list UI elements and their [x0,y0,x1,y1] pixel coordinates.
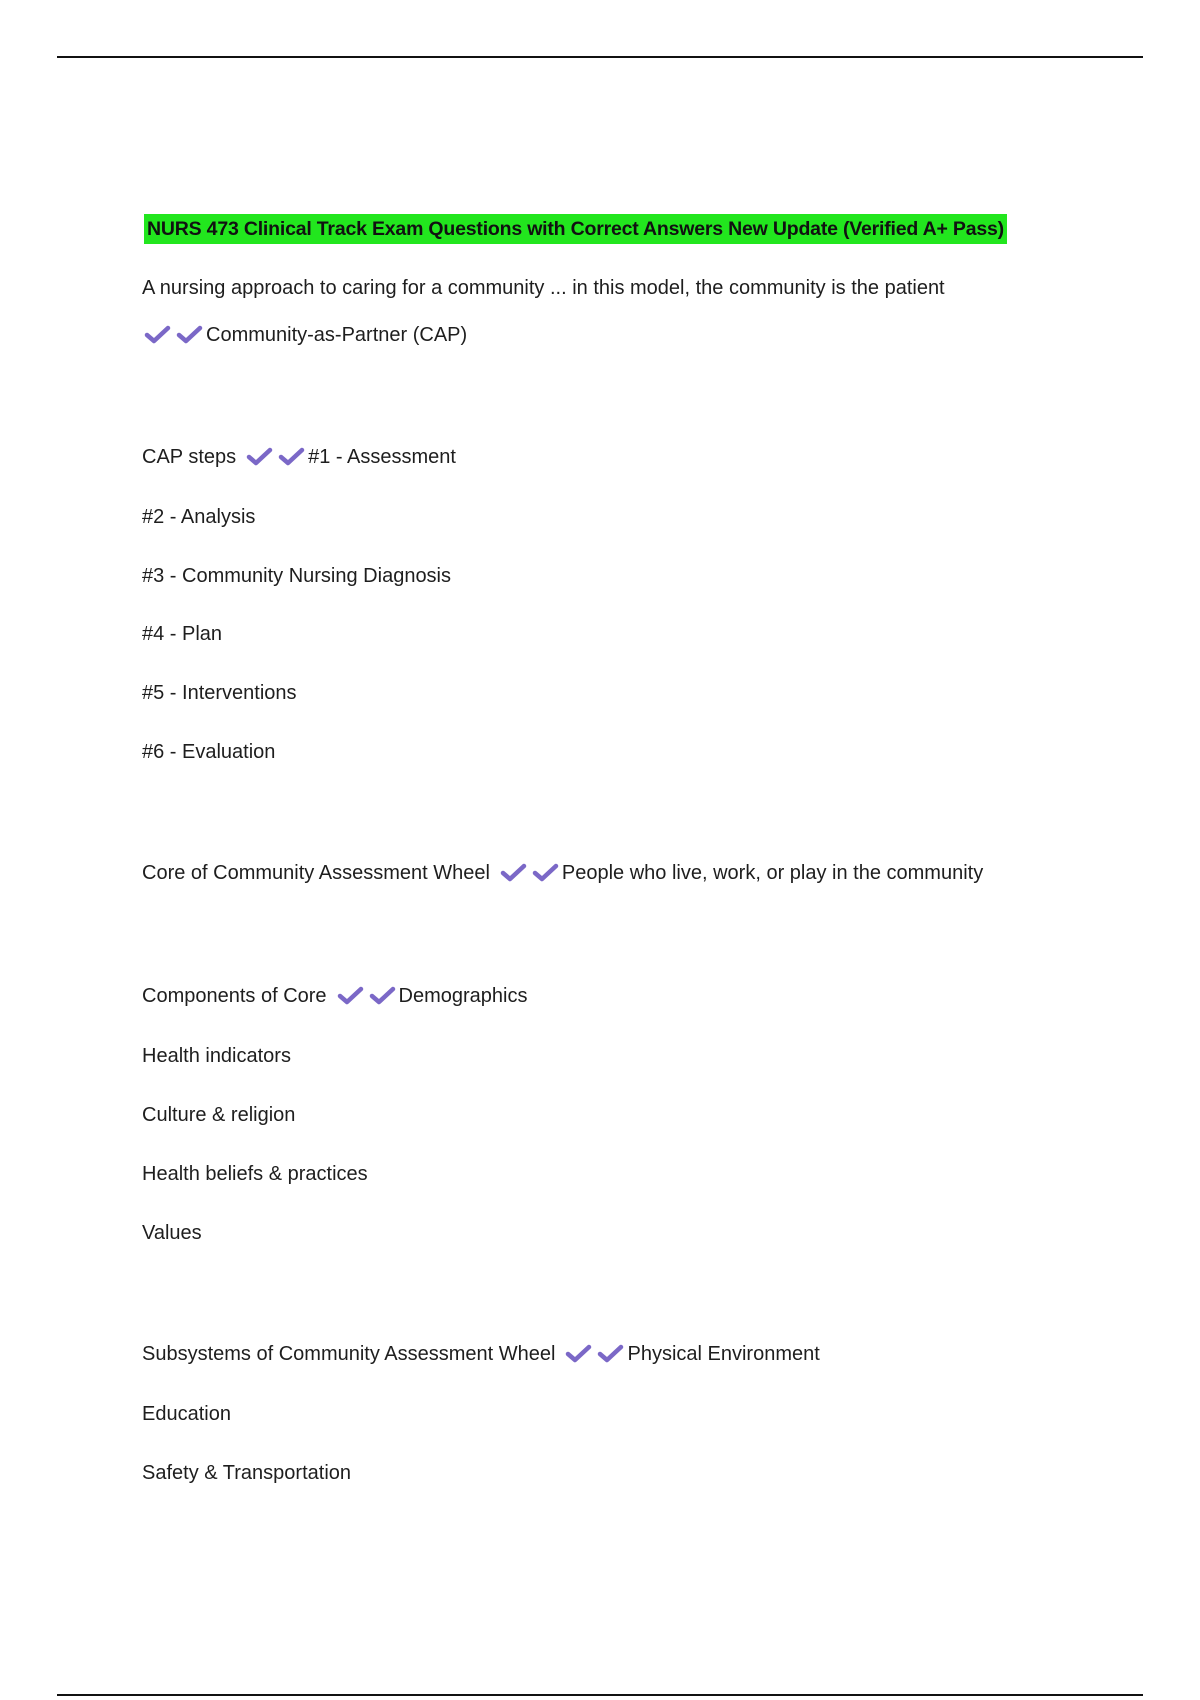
double-check-icon [565,1342,625,1364]
question-line [142,1341,820,1367]
answer-text: Community-as-Partner (CAP) [206,324,468,346]
continuation-line: #5 - Interventions [142,682,297,704]
answer-text: Physical Environment [627,1343,820,1365]
double-check-icon [144,323,204,345]
continuation-line: #3 - Community Nursing Diagnosis [142,565,452,587]
continuation-line: Health beliefs & practices [142,1163,368,1185]
header-rule [57,56,1143,58]
question-line [142,983,528,1009]
continuation-line: #4 - Plan [142,623,223,645]
double-check-icon [337,984,397,1006]
footer-rule [57,1694,1143,1696]
answer-text: #1 - Assessment [308,446,456,468]
continuation-line: Culture & religion [142,1104,296,1126]
double-check-icon [500,861,560,883]
question-text: Components of Core [142,985,327,1007]
continuation-line: Health indicators [142,1045,291,1067]
continuation-line: Values [142,1222,202,1244]
continuation-line: Education [142,1403,231,1425]
continuation-line: #6 - Evaluation [142,741,276,763]
answer-text: People who live, work, or play in the community [561,862,984,884]
question-text: A nursing approach to caring for a community ... in this model, the community is the patient [142,277,945,299]
double-check-icon [246,445,306,467]
continuation-line: #2 - Analysis [142,506,256,528]
document-title: NURS 473 Clinical Track Exam Questions with Correct Answers New Update (Verified A+ Pass) [144,214,1007,244]
answer-line [142,322,467,348]
question-text: Subsystems of Community Assessment Wheel [142,1343,556,1365]
answer-text: Demographics [398,985,528,1007]
question-line [142,860,983,886]
question-line [142,444,456,470]
continuation-line: Safety & Transportation [142,1462,352,1484]
question-text: CAP steps [142,446,237,468]
question-line [142,275,945,301]
question-text: Core of Community Assessment Wheel [142,862,490,884]
